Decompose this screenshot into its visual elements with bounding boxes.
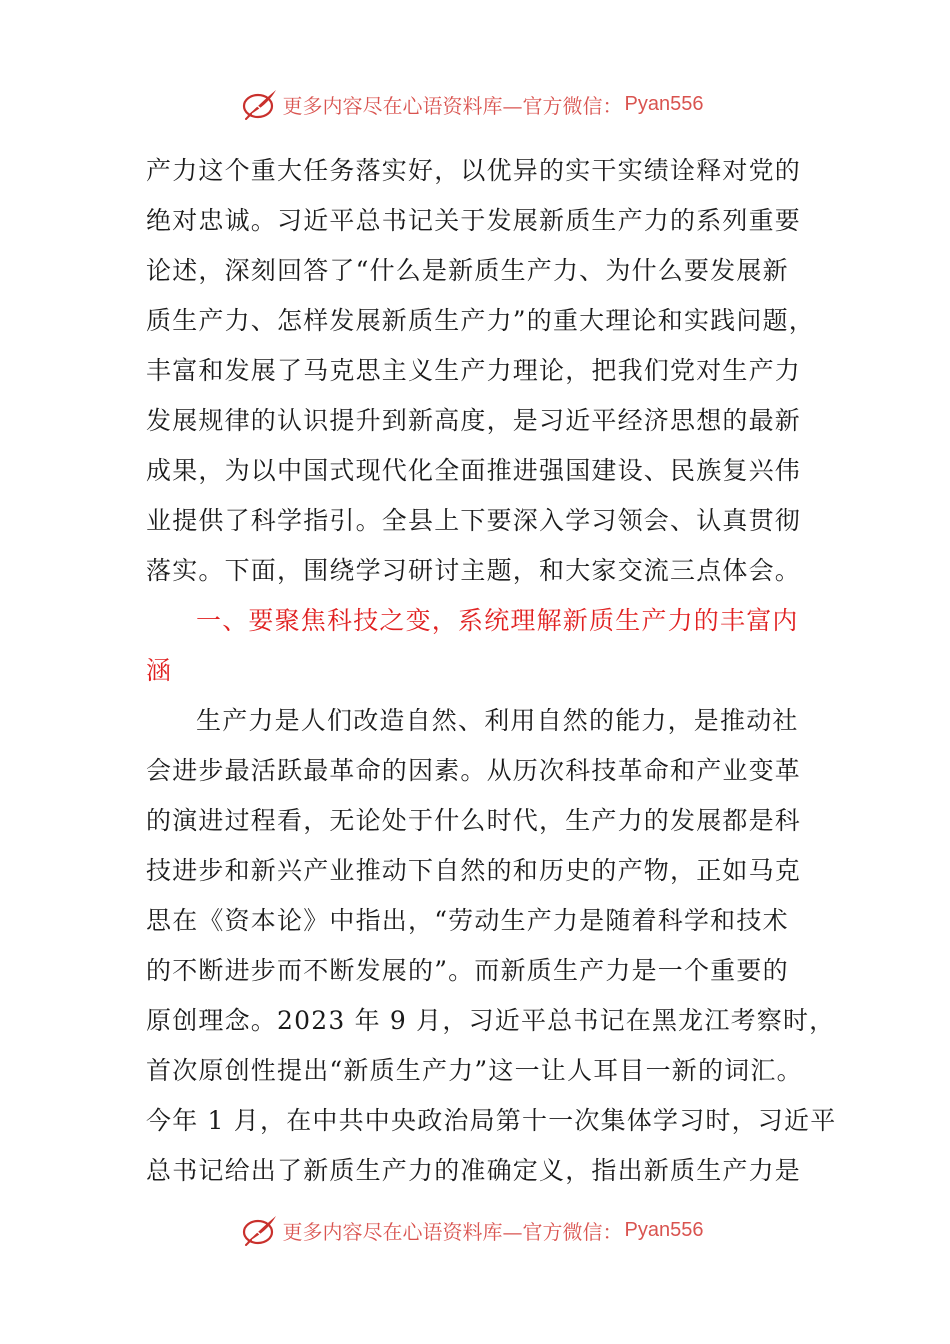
section-paragraph-line: 总书记给出了新质生产力的准确定义，指出新质生产力是 [146, 1156, 802, 1185]
section-paragraph-line: 今年 1 月，在中共中央政治局第十一次集体学习时，习近平 [146, 1106, 837, 1135]
footer-banner-text: 更多内容尽在心语资料库—官方微信： [282, 1219, 623, 1244]
header-wechat-id: Pyan556 [624, 92, 704, 115]
body-line: 成果，为以中国式现代化全面推进强国建设、民族复兴伟 [146, 456, 802, 485]
header-banner-inner [241, 87, 704, 121]
section-paragraph-line: 生产力是人们改造自然、利用自然的能力，是推动社 [196, 706, 799, 735]
body-line: 产力这个重大任务落实好，以优异的实干实绩诠释对党的 [146, 156, 802, 185]
section-paragraph-line: 的不断进步而不断发展的”。而新质生产力是一个重要的 [146, 956, 789, 985]
body-line: 发展规律的认识提升到新高度，是习近平经济思想的最新 [146, 406, 802, 435]
footer-banner [0, 1210, 950, 1250]
body-line: 业提供了科学指引。全县上下要深入学习领会、认真贯彻 [146, 506, 802, 535]
section-paragraph-line: 的演进过程看，无论处于什么时代，生产力的发展都是科 [146, 806, 802, 835]
body-line: 质生产力、怎样发展新质生产力”的重大理论和实践问题， [146, 306, 815, 335]
body-line: 落实。下面，围绕学习研讨主题，和大家交流三点体会。 [146, 556, 802, 585]
section-heading-line-2: 涵 [146, 656, 173, 685]
footer-banner-inner [241, 1213, 704, 1247]
section-paragraph-line: 会进步最活跃最革命的因素。从历次科技革命和产业变革 [146, 756, 802, 785]
footer-wechat-id: Pyan556 [624, 1218, 704, 1241]
header-banner [0, 84, 950, 124]
quill-logo-icon [241, 87, 279, 121]
section-heading-line-1: 一、要聚焦科技之变，系统理解新质生产力的丰富内 [196, 606, 799, 635]
body-line: 论述，深刻回答了“什么是新质生产力、为什么要发展新 [146, 256, 789, 285]
section-paragraph-line: 原创理念。2023 年 9 月，习近平总书记在黑龙江考察时， [146, 1006, 836, 1035]
body-line: 绝对忠诚。习近平总书记关于发展新质生产力的系列重要 [146, 206, 802, 235]
section-paragraph-line: 首次原创性提出“新质生产力”这一让人耳目一新的词汇。 [146, 1056, 803, 1085]
body-line: 丰富和发展了马克思主义生产力理论，把我们党对生产力 [146, 356, 802, 385]
section-paragraph-line: 思在《资本论》中指出，“劳动生产力是随着科学和技术 [146, 906, 789, 935]
header-banner-text: 更多内容尽在心语资料库—官方微信： [282, 93, 623, 118]
document-body [146, 146, 837, 1196]
section-paragraph-line: 技进步和新兴产业推动下自然的和历史的产物，正如马克 [146, 856, 802, 885]
quill-logo-icon [241, 1213, 279, 1247]
